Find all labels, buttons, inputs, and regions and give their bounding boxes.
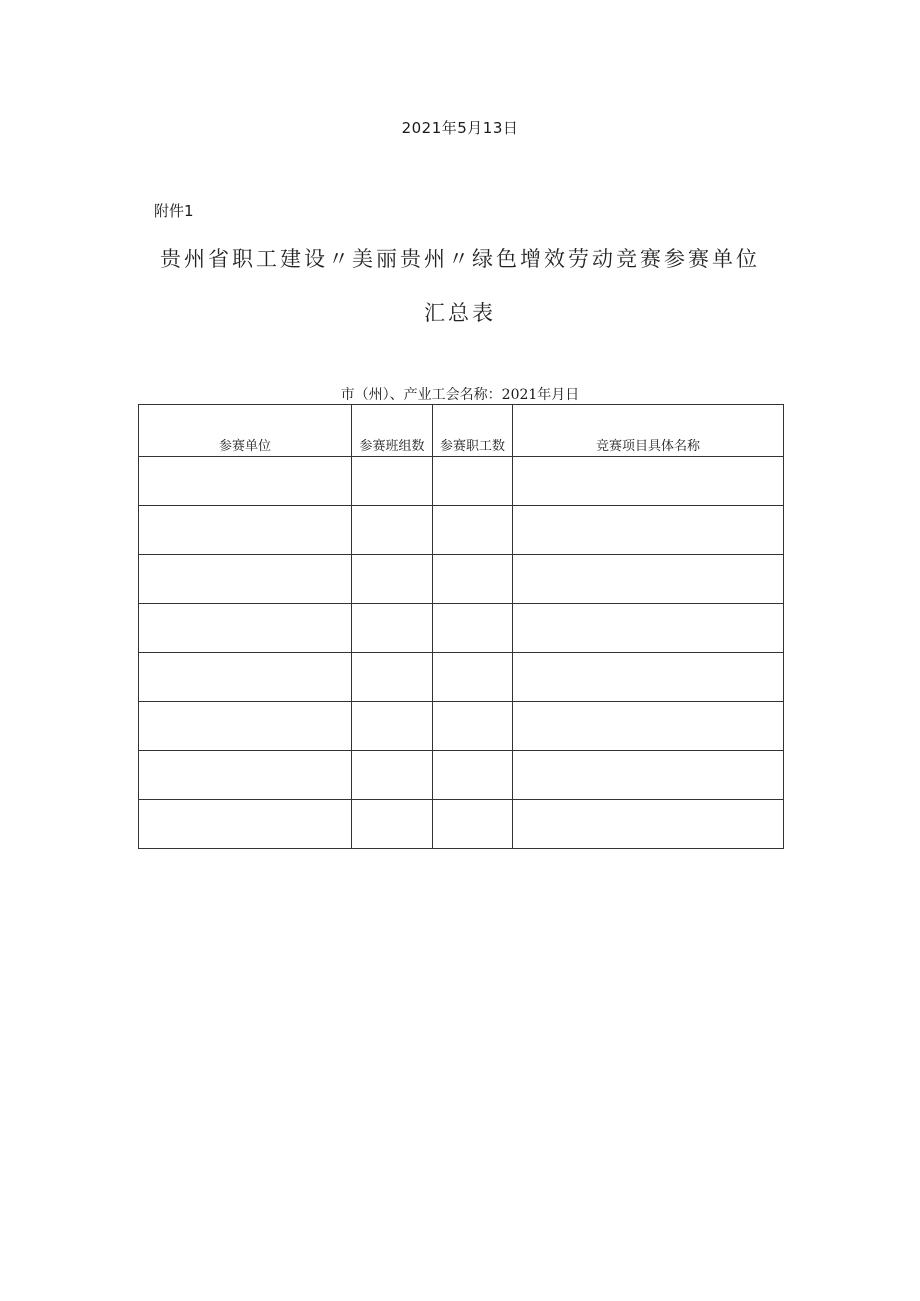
table-row xyxy=(139,702,784,751)
cell-team-count[interactable] xyxy=(352,702,433,751)
cell-project-name[interactable] xyxy=(513,653,784,702)
cell-unit[interactable] xyxy=(139,653,352,702)
cell-project-name[interactable] xyxy=(513,457,784,506)
cell-project-name[interactable] xyxy=(513,506,784,555)
cell-worker-count[interactable] xyxy=(433,457,513,506)
cell-worker-count[interactable] xyxy=(433,555,513,604)
cell-project-name[interactable] xyxy=(513,555,784,604)
table-row xyxy=(139,555,784,604)
column-header-unit: 参赛单位 xyxy=(139,405,352,457)
cell-unit[interactable] xyxy=(139,751,352,800)
cell-unit[interactable] xyxy=(139,506,352,555)
cell-unit[interactable] xyxy=(139,457,352,506)
cell-team-count[interactable] xyxy=(352,604,433,653)
cell-worker-count[interactable] xyxy=(433,702,513,751)
cell-worker-count[interactable] xyxy=(433,604,513,653)
page-title: 贵州省职工建设〃美丽贵州〃绿色增效劳动竞赛参赛单位汇总表 xyxy=(160,247,760,325)
table-row xyxy=(139,506,784,555)
cell-project-name[interactable] xyxy=(513,800,784,849)
cell-team-count[interactable] xyxy=(352,653,433,702)
table-body xyxy=(139,457,784,849)
column-header-project-name: 竞赛项目具体名称 xyxy=(513,405,784,457)
cell-team-count[interactable] xyxy=(352,506,433,555)
cell-worker-count[interactable] xyxy=(433,751,513,800)
table-row xyxy=(139,800,784,849)
cell-unit[interactable] xyxy=(139,555,352,604)
column-header-team-count: 参赛班组数 xyxy=(352,405,433,457)
cell-project-name[interactable] xyxy=(513,702,784,751)
cell-project-name[interactable] xyxy=(513,751,784,800)
cell-unit[interactable] xyxy=(139,800,352,849)
column-header-worker-count: 参赛职工数 xyxy=(433,405,513,457)
table-row xyxy=(139,604,784,653)
cell-team-count[interactable] xyxy=(352,800,433,849)
document-date: 2021年5月13日 xyxy=(401,119,519,137)
table-row xyxy=(139,457,784,506)
cell-project-name[interactable] xyxy=(513,604,784,653)
cell-unit[interactable] xyxy=(139,604,352,653)
table-row xyxy=(139,653,784,702)
cell-team-count[interactable] xyxy=(352,751,433,800)
cell-worker-count[interactable] xyxy=(433,653,513,702)
cell-team-count[interactable] xyxy=(352,555,433,604)
cell-team-count[interactable] xyxy=(352,457,433,506)
table-header-row xyxy=(139,405,784,457)
union-name-line: 市（州）、产业工会名称：2021年月日 xyxy=(340,387,580,403)
attachment-label: 附件1 xyxy=(154,202,194,220)
cell-unit[interactable] xyxy=(139,702,352,751)
cell-worker-count[interactable] xyxy=(433,800,513,849)
table-row xyxy=(139,751,784,800)
summary-table xyxy=(138,404,784,849)
cell-worker-count[interactable] xyxy=(433,506,513,555)
